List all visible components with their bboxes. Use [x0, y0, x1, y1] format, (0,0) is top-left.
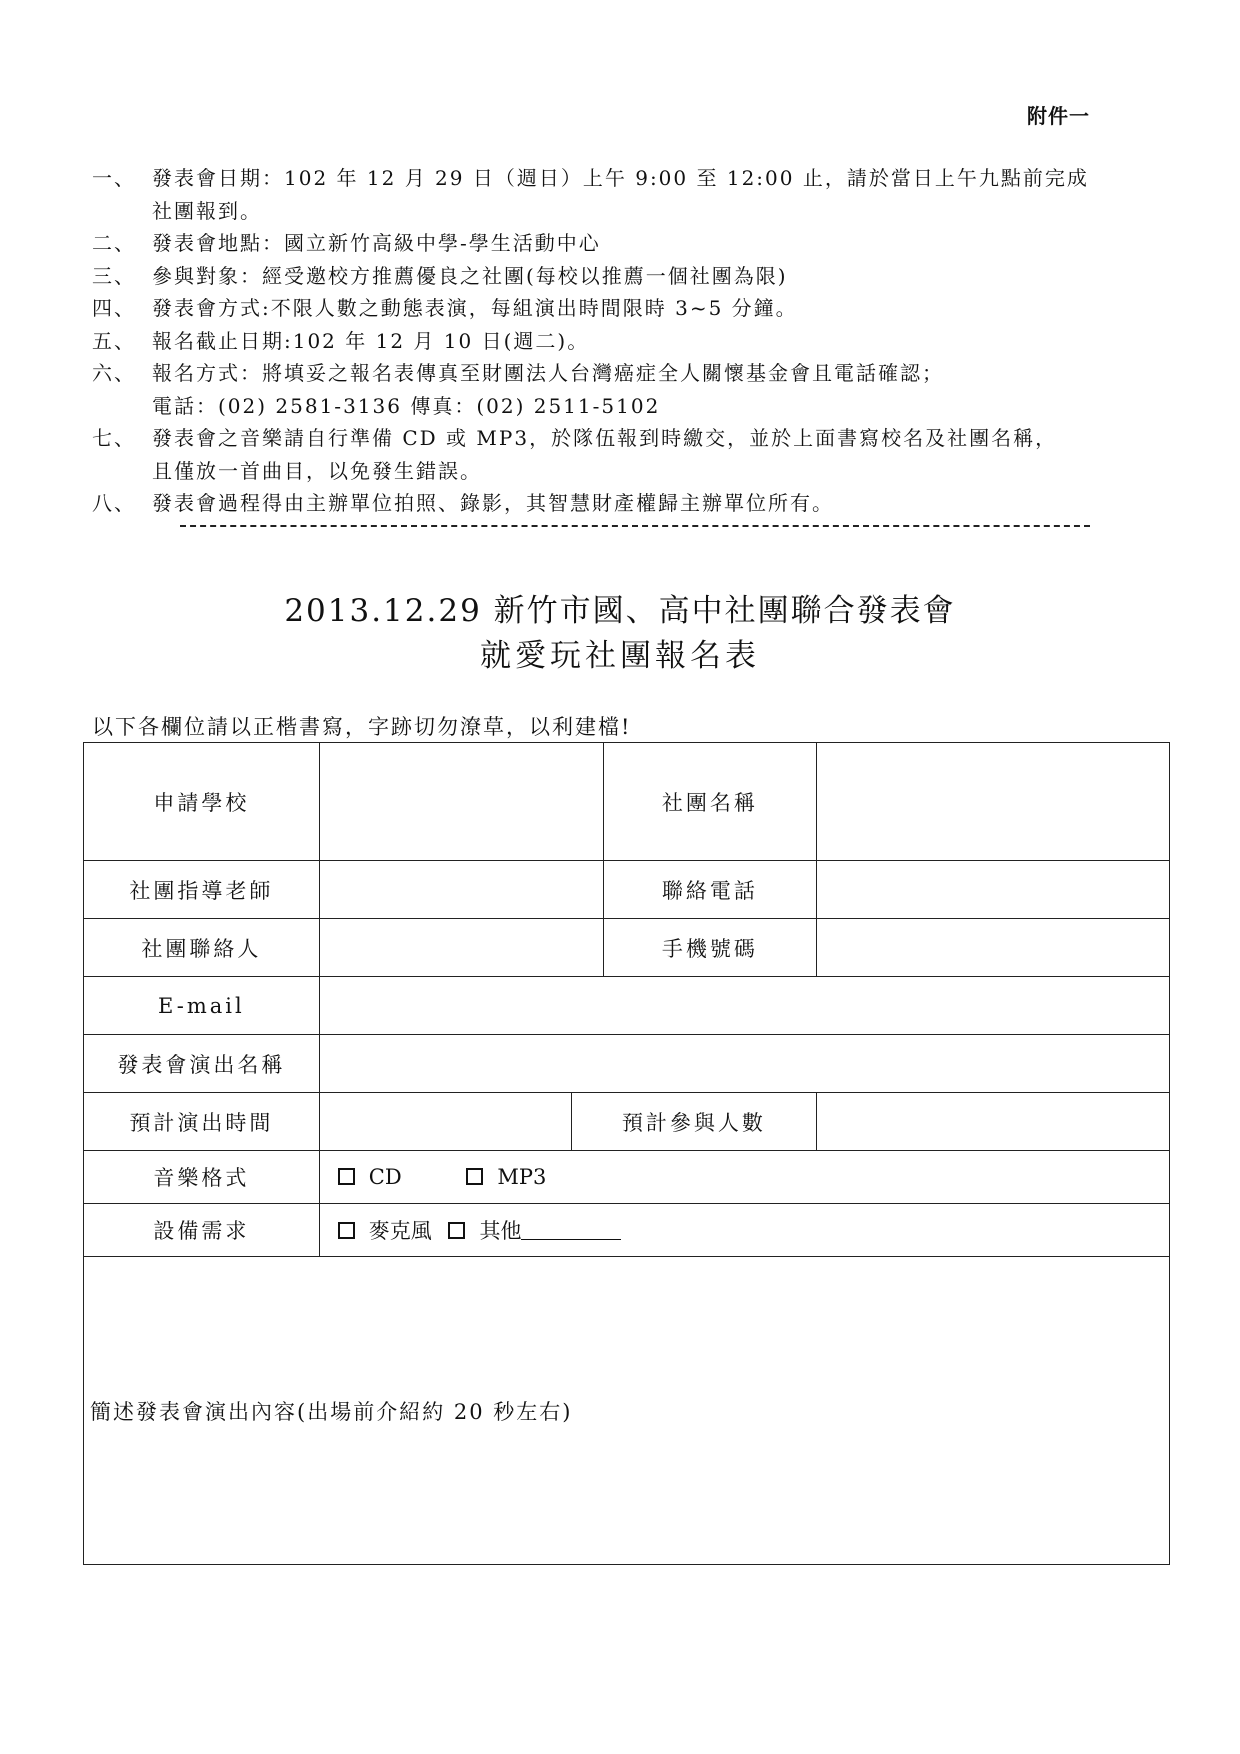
- note-item: [92, 422, 1152, 487]
- note-text: 發表會過程得由主辦單位拍照、錄影，其智慧財產權歸主辦單位所有。: [152, 491, 834, 515]
- participants-field[interactable]: [817, 1093, 1170, 1151]
- note-item: [92, 292, 1152, 325]
- performance-name-field[interactable]: [319, 1035, 1169, 1093]
- form-subtitle: 就愛玩社團報名表: [480, 638, 760, 674]
- note-item: [92, 357, 1152, 422]
- description-label: 簡述發表會演出內容(出場前介紹約 20 秒左右): [90, 1399, 573, 1424]
- description-field[interactable]: [84, 1257, 1170, 1565]
- music-format-options: [319, 1151, 1169, 1204]
- school-field[interactable]: [319, 743, 603, 861]
- phone-field[interactable]: [817, 861, 1170, 919]
- music-format-label: 音樂格式: [84, 1151, 320, 1204]
- note-item: [92, 162, 1152, 227]
- note-item: [92, 227, 1152, 260]
- performance-name-label: 發表會演出名稱: [84, 1035, 320, 1093]
- school-label: 申請學校: [84, 743, 320, 861]
- equipment-option-other[interactable]: [448, 1215, 621, 1245]
- phone-label: 聯絡電話: [603, 861, 817, 919]
- note-number: 一、: [92, 166, 136, 190]
- option-label: MP3: [497, 1165, 547, 1189]
- notes-list: [92, 162, 1152, 520]
- note-number: 五、: [92, 328, 136, 353]
- equipment-options: [319, 1204, 1169, 1257]
- note-text: 發表會日期：102 年 12 月 29 日（週日）上午 9:00 至 12:00 止，請於當日上午九點前完成: [152, 166, 1089, 190]
- note-item: [92, 325, 1152, 358]
- note-text: 報名截止日期:102 年 12 月 10 日(週二)。: [152, 328, 590, 353]
- checkbox-icon[interactable]: [448, 1222, 465, 1239]
- checkbox-icon[interactable]: [466, 1168, 483, 1185]
- participants-label: 預計參與人數: [571, 1093, 817, 1151]
- contact-label: 社團聯絡人: [84, 919, 320, 977]
- note-number: 二、: [92, 231, 136, 255]
- email-field[interactable]: [319, 977, 1169, 1035]
- note-number: 七、: [92, 426, 136, 450]
- checkbox-icon[interactable]: [338, 1222, 355, 1239]
- note-text: 發表會地點：國立新竹高級中學-學生活動中心: [152, 231, 601, 255]
- note-number: 六、: [92, 361, 136, 385]
- club-name-label: 社團名稱: [603, 743, 817, 861]
- note-text: 報名方式：將填妥之報名表傳真至財團法人台灣癌症全人關懷基金會且電話確認；: [152, 361, 944, 385]
- club-name-field[interactable]: [817, 743, 1170, 861]
- advisor-field[interactable]: [319, 861, 603, 919]
- equipment-option-microphone[interactable]: [338, 1215, 432, 1245]
- checkbox-icon[interactable]: [338, 1168, 355, 1185]
- form-title: 2013.12.29 新竹市國、高中社團聯合發表會: [284, 593, 956, 629]
- note-text: 社團報到。: [152, 198, 262, 223]
- note-item: [92, 260, 1152, 293]
- note-text: 且僅放一首曲目，以免發生錯誤。: [152, 458, 482, 483]
- mobile-field[interactable]: [817, 919, 1170, 977]
- duration-field[interactable]: [319, 1093, 571, 1151]
- equipment-label: 設備需求: [84, 1204, 320, 1257]
- cut-line-divider: [180, 525, 1090, 527]
- option-label: 其他: [479, 1219, 522, 1243]
- note-text: 參與對象：經受邀校方推薦優良之社團(每校以推薦一個社團為限): [152, 263, 788, 288]
- other-blank-line[interactable]: [521, 1221, 621, 1240]
- note-number: 八、: [92, 491, 136, 515]
- email-label: E-mail: [84, 977, 320, 1035]
- option-label: CD: [368, 1165, 402, 1189]
- option-label: 麥克風: [368, 1219, 432, 1243]
- duration-label: 預計演出時間: [84, 1093, 320, 1151]
- advisor-label: 社團指導老師: [84, 861, 320, 919]
- mobile-label: 手機號碼: [603, 919, 817, 977]
- note-text: 電話：(02) 2581-3136 傳真：(02) 2511-5102: [152, 393, 661, 418]
- form-instruction: 以下各欄位請以正楷書寫，字跡切勿潦草，以利建檔!: [92, 715, 632, 739]
- note-number: 三、: [92, 263, 136, 288]
- note-item: [92, 487, 1152, 520]
- attachment-label: 附件一: [1027, 104, 1090, 128]
- registration-form-table: [83, 742, 1170, 1565]
- contact-field[interactable]: [319, 919, 603, 977]
- note-text: 發表會方式:不限人數之動態表演，每組演出時間限時 3~5 分鐘。: [152, 296, 798, 320]
- note-number: 四、: [92, 296, 136, 320]
- music-option-cd[interactable]: [338, 1165, 402, 1189]
- note-text: 發表會之音樂請自行準備 CD 或 MP3，於隊伍報到時繳交，並於上面書寫校名及社團名稱，: [152, 426, 1058, 450]
- music-option-mp3[interactable]: [466, 1165, 546, 1189]
